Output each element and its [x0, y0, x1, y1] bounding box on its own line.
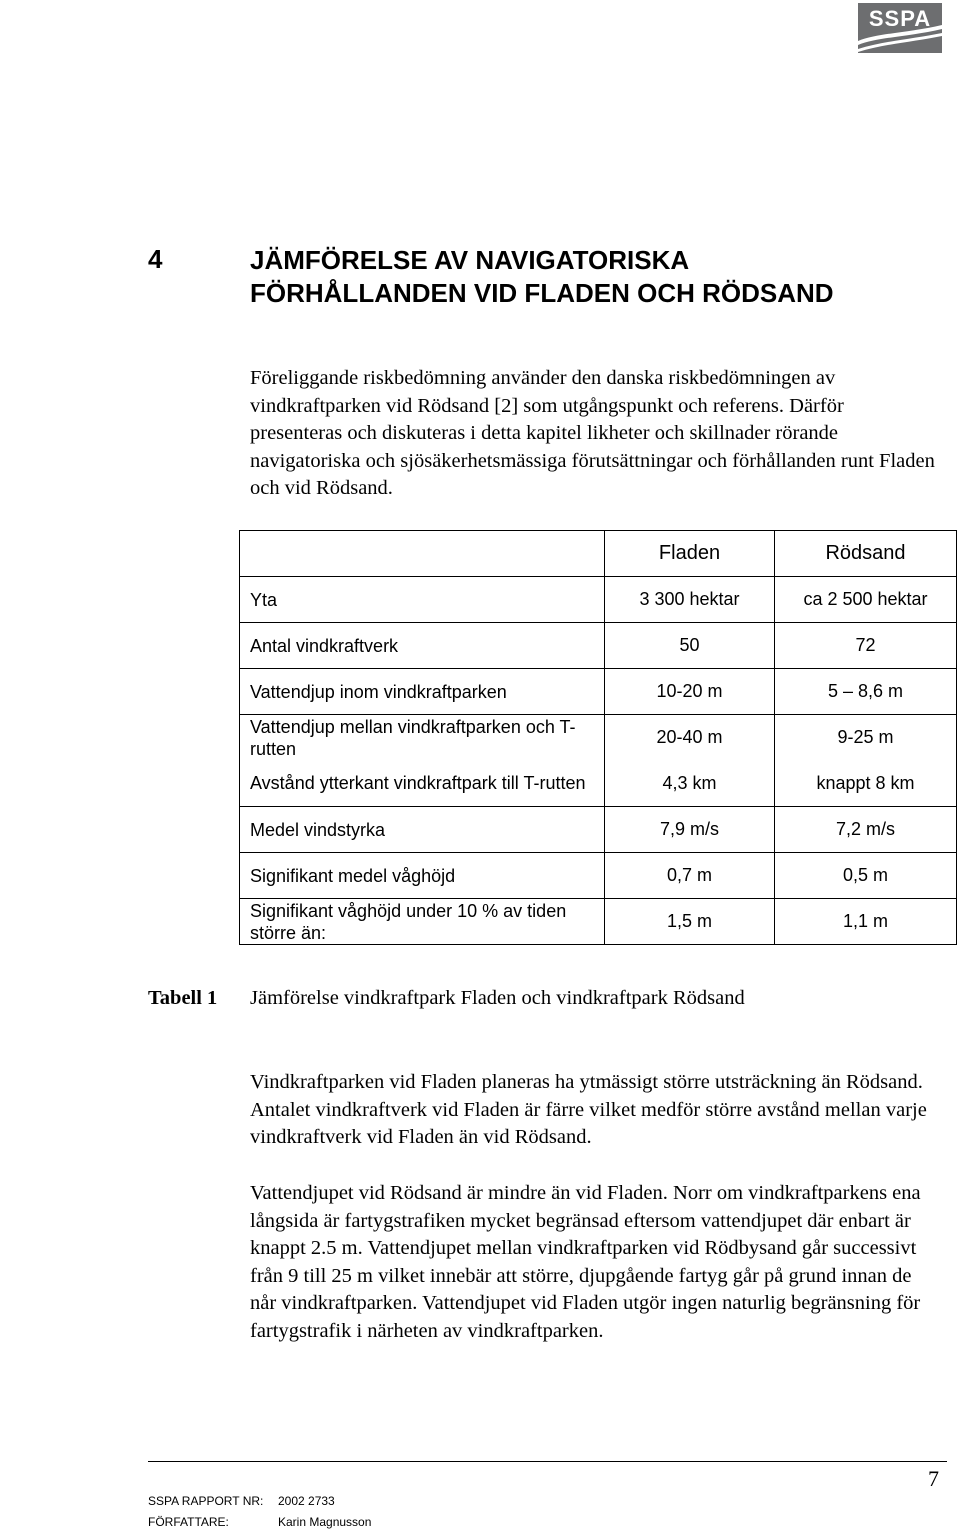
rodsand-value: 72 — [775, 623, 957, 669]
rodsand-value: knappt 8 km — [775, 761, 957, 807]
intro-paragraph: Föreliggande riskbedömning använder den danska riskbedömningen av vindkraftparken vid Rödsand [2] som utgångspunkt och referens. Därför presenteras och diskuteras i detta kapitel likheter och skillnader rörande navigatoriska och sjösäkerhetsmässiga förutsättningar och förhållanden runt Fladen och vid Rödsand. — [250, 367, 935, 500]
rodsand-value: 7,2 m/s — [775, 807, 957, 853]
footer-author-value: Karin Magnusson — [278, 1515, 372, 1529]
table-header-rodsand: Rödsand — [775, 531, 957, 577]
row-label: Vattendjup inom vindkraftparken — [240, 669, 605, 715]
comparison-table — [239, 530, 957, 945]
footer-author-label: FÖRFATTARE: — [148, 1515, 229, 1529]
fladen-value: 4,3 km — [605, 761, 775, 807]
rodsand-value: 1,1 m — [775, 899, 957, 945]
fladen-value: 3 300 hektar — [605, 577, 775, 623]
table-caption-label: Tabell 1 — [148, 987, 218, 1009]
fladen-value: 0,7 m — [605, 853, 775, 899]
rodsand-value: 9-25 m — [775, 715, 957, 761]
table-row — [240, 761, 957, 807]
footer-divider — [148, 1461, 947, 1462]
fladen-value: 50 — [605, 623, 775, 669]
row-label: Signifikant våghöjd under 10 % av tiden större än: — [240, 899, 605, 945]
footer-report-label: SSPA RAPPORT NR: — [148, 1494, 264, 1508]
row-label: Medel vindstyrka — [240, 807, 605, 853]
body-paragraph-3: Vattendjupet vid Rödsand är mindre än vid Fladen. Norr om vindkraftparkens ena långsida är fartygstrafiken mycket begränsad eftersom vattendjupet där enbart är knappt 2.5 m. Vattendjupet mellan vindkraftparken vid Rödbysand går successivt från 9 till 25 m vilket innebär att större, djupgående fartyg går på grund innan de når vindkraftparken. Vattendjupet vid Fladen utgör ingen naturlig begränsning för fartygstrafik i närheten av vindkraftparken. — [250, 1182, 921, 1342]
table-header-row — [240, 531, 957, 577]
chapter-title-line-2: FÖRHÅLLANDEN VID FLADEN OCH RÖDSAND — [250, 278, 834, 308]
fladen-value: 7,9 m/s — [605, 807, 775, 853]
row-label: Avstånd ytterkant vindkraftpark till T-rutten — [240, 761, 605, 807]
rodsand-value: 5 – 8,6 m — [775, 669, 957, 715]
rodsand-value: ca 2 500 hektar — [775, 577, 957, 623]
footer-report-value: 2002 2733 — [278, 1494, 335, 1508]
fladen-value: 1,5 m — [605, 899, 775, 945]
logo-text: SSPA — [868, 6, 932, 31]
row-label: Antal vindkraftverk — [240, 623, 605, 669]
table-row — [240, 807, 957, 853]
table-header-fladen: Fladen — [605, 531, 775, 577]
table-row — [240, 623, 957, 669]
table-row — [240, 577, 957, 623]
chapter-title — [250, 244, 834, 310]
rodsand-value: 0,5 m — [775, 853, 957, 899]
page-number: 7 — [928, 1466, 939, 1491]
row-label: Yta — [240, 577, 605, 623]
fladen-value: 10-20 m — [605, 669, 775, 715]
table-row — [240, 669, 957, 715]
body-paragraph-2: Vindkraftparken vid Fladen planeras ha ytmässigt större utsträckning än Rödsand. Antalet vindkraftverk vid Fladen är färre vilket medför större avstånd mellan varje vindkraftverk vid Fladen än vid Rödsand. — [250, 1071, 927, 1149]
table-row — [240, 899, 957, 945]
row-label: Signifikant medel våghöjd — [240, 853, 605, 899]
table-caption-text: Jämförelse vindkraftpark Fladen och vindkraftpark Rödsand — [250, 987, 745, 1009]
table-row — [240, 853, 957, 899]
fladen-value: 20-40 m — [605, 715, 775, 761]
sspa-logo — [858, 3, 942, 53]
chapter-title-line-1: JÄMFÖRELSE AV NAVIGATORISKA — [250, 245, 690, 275]
table-header-empty — [240, 531, 605, 577]
table-row — [240, 715, 957, 761]
row-label: Vattendjup mellan vindkraftparken och T-rutten — [240, 715, 605, 761]
chapter-number: 4 — [148, 244, 163, 274]
